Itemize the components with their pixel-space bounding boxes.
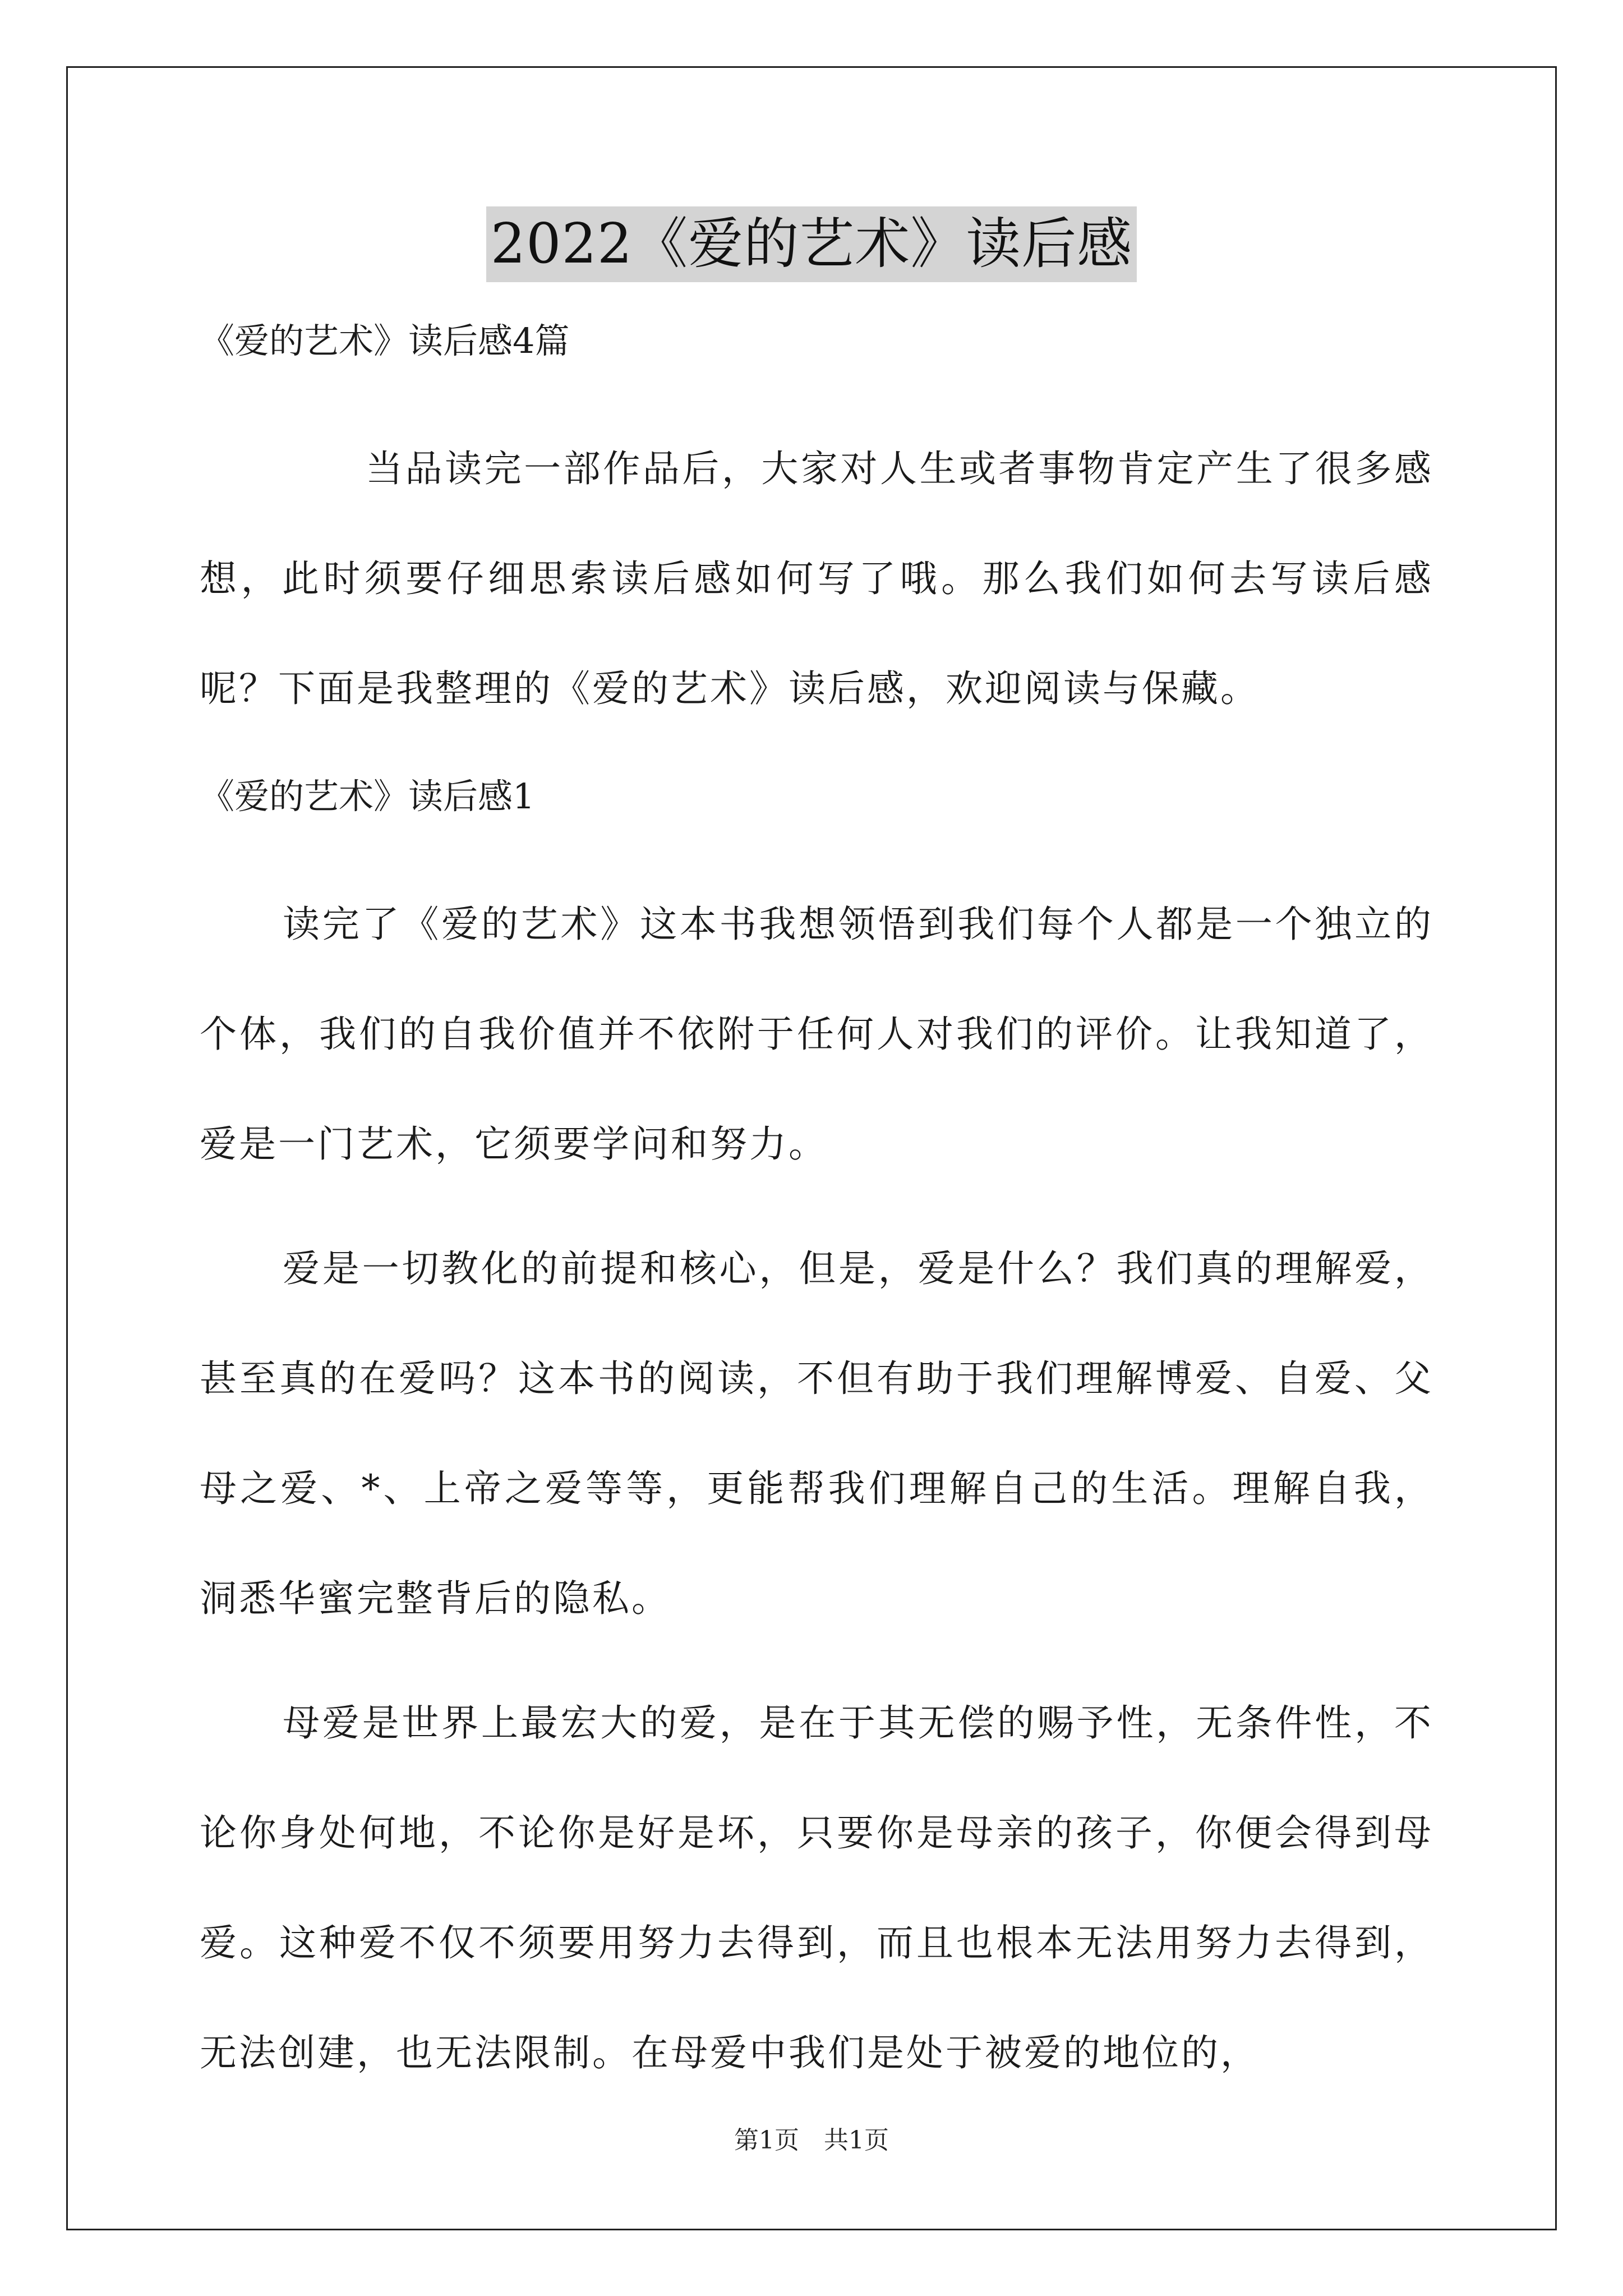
document-subtitle: 《爱的艺术》读后感4篇 bbox=[200, 320, 570, 361]
section-heading: 《爱的艺术》读后感1 bbox=[200, 776, 535, 817]
document-body bbox=[200, 307, 1433, 2123]
body-paragraph: 读完了《爱的艺术》这本书我想领悟到我们每个人都是一个独立的个体，我们的自我价值并不依附于任何人对我们的评价。让我知道了，爱是一门艺术，它须要学问和努力。 bbox=[200, 903, 1433, 1166]
page-number-footer: 第1页 共1页 bbox=[734, 2126, 889, 2155]
intro-paragraph: 当品读完一部作品后，大家对人生或者事物肯定产生了很多感想，此时须要仔细思索读后感如何写了哦。那么我们如何去写读后感呢？下面是我整理的《爱的艺术》读后感，欢迎阅读与保藏。 bbox=[200, 447, 1433, 710]
document-title: 2022《爱的艺术》读后感 bbox=[486, 206, 1137, 282]
body-paragraph: 爱是一切教化的前提和核心，但是，爱是什么？我们真的理解爱，甚至真的在爱吗？这本书的阅读，不但有助于我们理解博爱、自爱、父母之爱、*、上帝之爱等等，更能帮我们理解自己的生活。理解自我，洞悉华蜜完整背后的隐私。 bbox=[200, 1247, 1433, 1620]
body-paragraph: 母爱是世界上最宏大的爱，是在于其无偿的赐予性，无条件性，不论你身处何地，不论你是好是坏，只要你是母亲的孩子，你便会得到母爱。这种爱不仅不须要用努力去得到，而且也根本无法用努力去得到，无法创建，也无法限制。在母爱中我们是处于被爱的地位的， bbox=[200, 1701, 1433, 2074]
title-container bbox=[0, 206, 1623, 282]
